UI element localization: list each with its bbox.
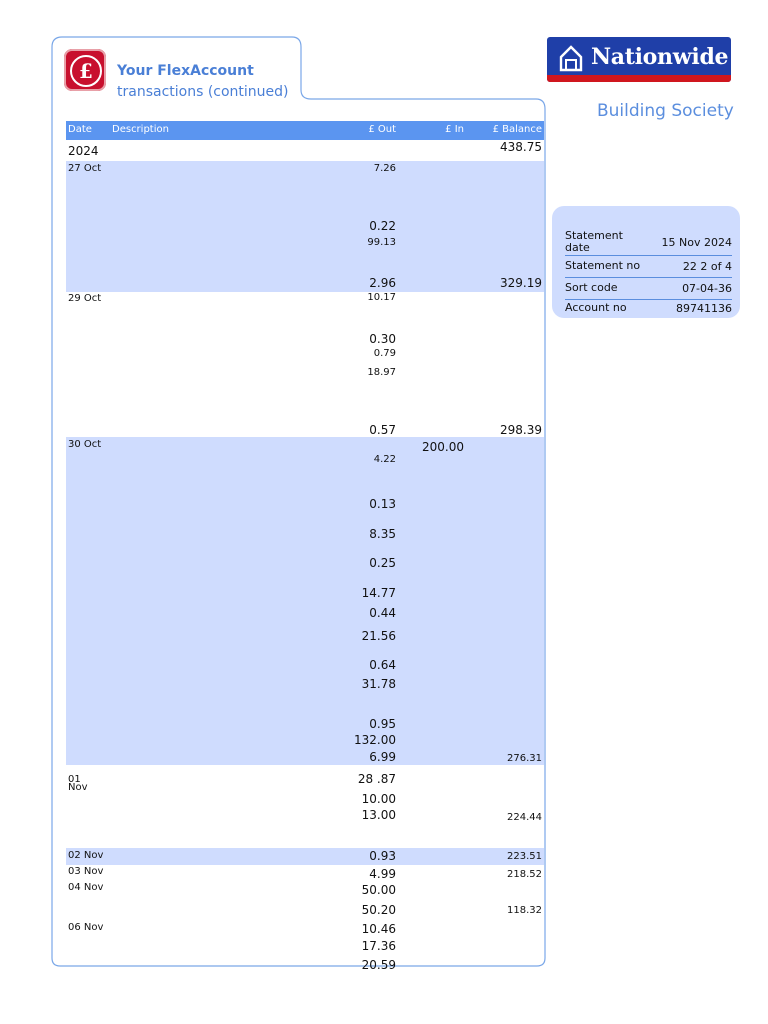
- col-balance: £ Balance: [492, 124, 542, 135]
- amount-out: 31.78: [361, 677, 396, 691]
- balance: 224.44: [507, 812, 542, 823]
- amount-out: 10.17: [367, 292, 396, 303]
- row-date: 30 Oct: [68, 439, 102, 450]
- amount-out: 2.96: [369, 276, 396, 290]
- row-band: [66, 848, 544, 865]
- amount-out: 50.00: [361, 883, 396, 897]
- amount-out: 21.56: [361, 629, 396, 643]
- row-date: 04 Nov: [68, 882, 104, 893]
- amount-out: 10.46: [361, 922, 396, 936]
- amount-out: 20.59: [361, 958, 396, 972]
- year-label: 2024: [68, 144, 99, 158]
- amount-out: 0.13: [369, 497, 396, 511]
- brand-name: Nationwide: [591, 44, 729, 70]
- opening-balance: 438.75: [500, 140, 542, 154]
- account-no-label: Account no: [565, 301, 627, 314]
- statement-no-value: 22 2 of 4: [682, 260, 732, 273]
- row-band: [66, 437, 544, 765]
- nationwide-logo: [547, 37, 731, 82]
- row-date: 27 Oct: [68, 163, 102, 174]
- amount-out: 0.64: [369, 658, 396, 672]
- amount-out: 7.26: [373, 163, 396, 174]
- amount-out: 17.36: [361, 939, 396, 953]
- brand-subtitle: Building Society: [597, 101, 734, 121]
- amount-out: 4.99: [369, 867, 396, 881]
- balance: 118.32: [507, 905, 542, 916]
- col-out: £ Out: [368, 124, 396, 135]
- amount-out: 0.44: [369, 606, 396, 620]
- sort-code-value: 07-04-36: [682, 282, 732, 295]
- statement-info-box: [552, 206, 740, 318]
- amount-out: 50.20: [361, 903, 396, 917]
- balance: 223.51: [507, 851, 542, 862]
- amount-out: 0.93: [369, 849, 396, 863]
- statement-date-label: Statement date: [565, 229, 623, 254]
- balance: 298.39: [500, 423, 542, 437]
- row-date: 02 Nov: [68, 850, 104, 861]
- amount-out: 13.00: [361, 808, 396, 822]
- building-logo-icon: [557, 43, 585, 73]
- row-date: 06 Nov: [68, 922, 104, 933]
- amount-out: 132.00: [354, 733, 396, 747]
- statement-date-value: 15 Nov 2024: [661, 236, 732, 249]
- amount-out: 0.30: [369, 332, 396, 346]
- col-date: Date: [68, 124, 92, 135]
- col-description: Description: [112, 124, 169, 135]
- col-in: £ In: [445, 124, 464, 135]
- section-title: Your FlexAccount: [117, 63, 254, 79]
- amount-out: 99.13: [367, 237, 396, 248]
- amount-out: 0.22: [369, 219, 396, 233]
- amount-out: 28 .87: [357, 772, 396, 786]
- amount-out: 10.00: [361, 792, 396, 806]
- statement-no-label: Statement no: [565, 259, 641, 272]
- amount-out: 0.57: [369, 423, 396, 437]
- amount-out: 0.79: [373, 348, 396, 359]
- row-date: 01: [68, 774, 81, 785]
- row-date: 03 Nov: [68, 866, 104, 877]
- row-date: Nov: [68, 782, 88, 793]
- balance: 329.19: [500, 276, 542, 290]
- sort-code-label: Sort code: [565, 281, 618, 294]
- amount-out: 18.97: [367, 367, 396, 378]
- amount-out: 0.95: [369, 717, 396, 731]
- row-date: 29 Oct: [68, 293, 102, 304]
- balance: 276.31: [507, 753, 542, 764]
- amount-out: 6.99: [369, 750, 396, 764]
- amount-out: 14.77: [361, 586, 396, 600]
- amount-out: 0.25: [369, 556, 396, 570]
- pound-icon: £: [64, 49, 106, 91]
- section-subtitle: transactions (continued): [117, 84, 289, 100]
- balance: 218.52: [507, 869, 542, 880]
- amount-out: 4.22: [373, 454, 396, 465]
- table-header: [66, 121, 544, 140]
- account-no-value: 89741136: [676, 302, 732, 315]
- row-band: [66, 161, 544, 292]
- amount-in: 200.00: [422, 440, 464, 454]
- amount-out: 8.35: [369, 527, 396, 541]
